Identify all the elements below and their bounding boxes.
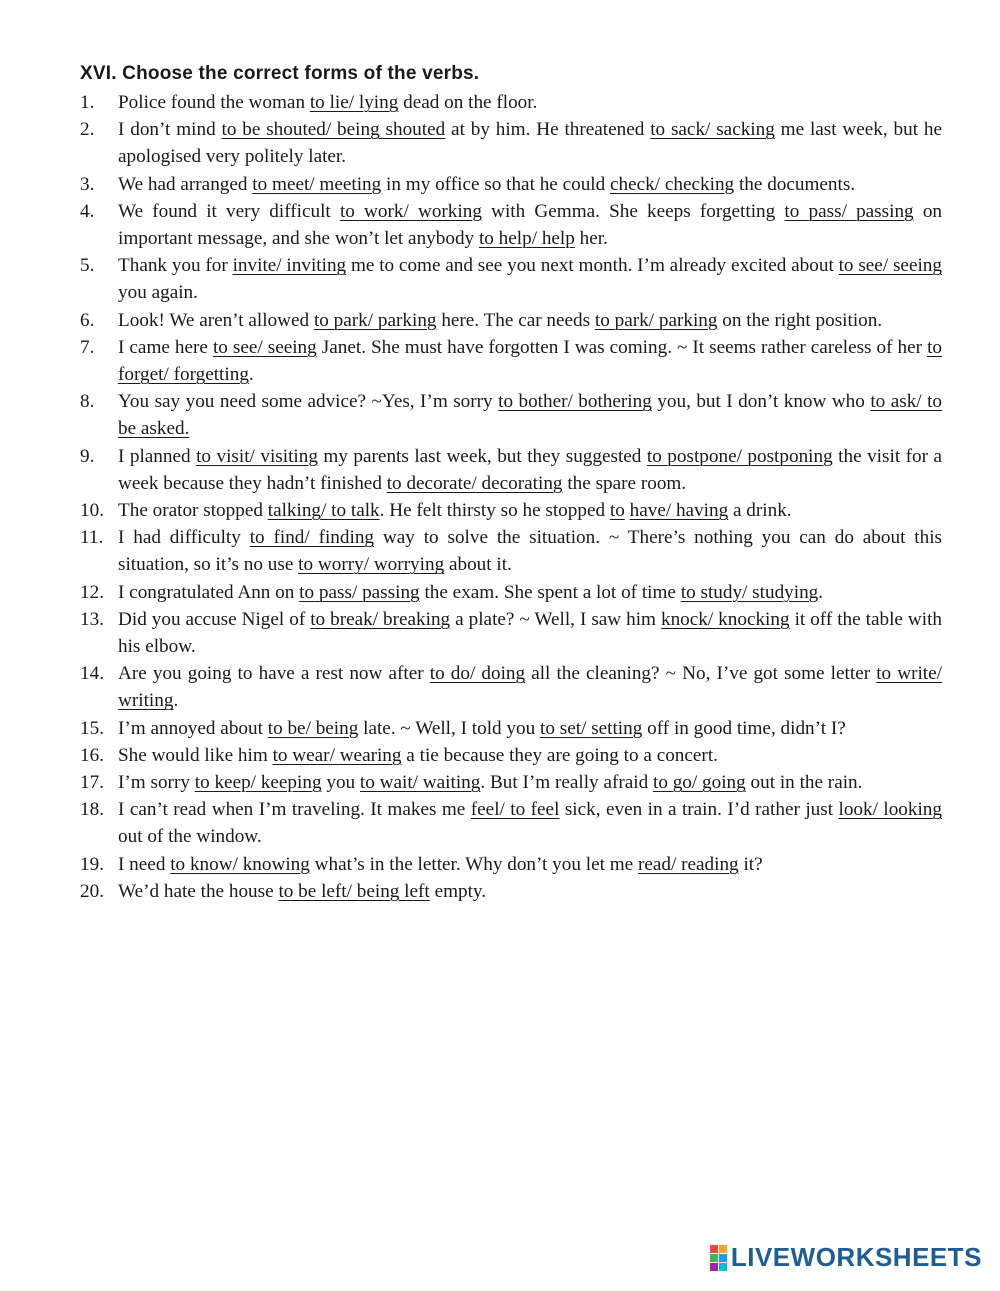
verb-choice[interactable]: to visit/ visiting — [196, 445, 318, 467]
logo-mark-square — [710, 1263, 718, 1271]
sentence-text: . — [248, 364, 254, 386]
sentence-text: . But I’m really afraid — [480, 772, 653, 794]
sentence-text: all the cleaning? ~ No, I’ve got some letter — [525, 663, 877, 685]
sentence-text: it? — [738, 853, 763, 875]
sentence-text: me last week, but he apologised very politely later. — [118, 119, 942, 168]
exercise-list — [80, 89, 942, 905]
sentence-text: a plate? ~ Well, I saw him — [450, 608, 661, 630]
verb-choice[interactable]: to wear/ wearing — [272, 744, 402, 766]
sentence-text: the exam. She spent a lot of time — [419, 581, 681, 603]
sentence-text: about it. — [444, 554, 512, 576]
verb-choice[interactable]: to wait/ waiting — [359, 772, 481, 794]
exercise-item — [80, 769, 942, 796]
sentence-text: Janet. She must have forgotten I was coming. ~ It seems rather careless of her — [316, 336, 928, 358]
sentence-text: . He felt thirsty so he stopped — [379, 500, 610, 522]
exercise-number: 17. — [80, 772, 104, 794]
sentence-text: out in the rain. — [745, 772, 863, 794]
exercise-number: 19. — [80, 853, 104, 875]
liveworksheets-logo-text: LIVEWORKSHEETS — [730, 1242, 982, 1272]
verb-choice[interactable]: to meet/ meeting — [252, 173, 382, 195]
sentence-text: We’d hate the house — [118, 880, 279, 902]
exercise-item — [80, 851, 942, 878]
exercise-number: 7. — [80, 336, 95, 358]
sentence-text: I came here — [118, 336, 213, 358]
verb-choice[interactable]: to go/ going — [652, 772, 746, 794]
verb-choice[interactable]: to work/ working — [339, 200, 482, 222]
verb-choice[interactable]: to forget/ forgetting — [118, 336, 942, 386]
sentence-text: the visit for a week because they hadn’t finished — [118, 445, 942, 494]
sentence-text: me to come and see you next month. I’m already excited about — [346, 255, 839, 277]
exercise-number: 1. — [80, 92, 95, 113]
sentence-text: way to solve the situation. ~ There’s nothing you can do about this situation, so it’s no use — [118, 527, 942, 576]
verb-choice[interactable]: talking/ to talk — [267, 500, 380, 522]
sentence-text: a tie because they are going to a concert. — [401, 744, 718, 766]
verb-choice[interactable]: to pass/ passing — [299, 581, 420, 603]
sentence-text: I congratulated Ann on — [118, 581, 300, 603]
sentence-text: The orator stopped — [118, 500, 268, 522]
sentence-text: . — [818, 581, 824, 603]
verb-choice[interactable]: to keep/ keeping — [194, 772, 322, 794]
sentence-text: I’m sorry — [118, 772, 195, 794]
exercise-number: 20. — [80, 880, 104, 902]
verb-choice[interactable]: check/ checking — [610, 173, 735, 195]
verb-choice[interactable]: have/ having — [629, 500, 729, 522]
sentence-text: I don’t mind — [118, 119, 222, 141]
sentence-text: the documents. — [734, 173, 856, 195]
exercise-number: 10. — [80, 500, 104, 522]
sentence-text: Did you accuse Nigel of — [118, 608, 311, 630]
exercise-number: 6. — [80, 309, 95, 331]
exercise-item — [80, 307, 942, 334]
verb-choice[interactable]: feel/ to feel — [470, 799, 560, 821]
sentence-text: I planned — [118, 445, 197, 467]
logo-mark-square — [710, 1245, 718, 1253]
exercise-item — [80, 89, 942, 116]
sentence-text: on important message, and she won’t let anybody — [118, 200, 943, 250]
sentence-text: my parents last week, but they suggested — [317, 445, 647, 467]
sentence-text: with Gemma. She keeps forgetting — [481, 200, 785, 222]
exercise-number: 5. — [80, 255, 95, 277]
sentence-text: I had difficulty — [118, 527, 250, 549]
verb-choice[interactable]: read/ reading — [637, 853, 739, 875]
exercise-number: 13. — [80, 608, 104, 630]
verb-choice[interactable]: to — [609, 500, 625, 522]
sentence-text: Are you going to have a rest now after — [118, 663, 430, 685]
verb-choice[interactable]: knock/ knocking — [660, 608, 790, 630]
exercise-item — [80, 252, 942, 306]
sentence-text: I’m annoyed about — [118, 717, 268, 739]
sentence-text: on the right position. — [717, 309, 883, 331]
sentence-text: dead on the floor. — [398, 92, 538, 113]
sentence-text: She would like him — [118, 744, 273, 766]
verb-choice[interactable]: to find/ finding — [249, 527, 375, 549]
sentence-text: empty. — [429, 880, 487, 902]
verb-choice[interactable]: to bother/ bothering — [498, 391, 652, 413]
sentence-text: . — [173, 690, 179, 712]
exercise-item — [80, 198, 942, 252]
exercise-number: 15. — [80, 717, 104, 739]
logo-mark-square — [719, 1263, 727, 1271]
verb-choice[interactable]: to study/ studying — [680, 581, 819, 603]
exercise-item — [80, 116, 942, 170]
verb-choice[interactable]: to break/ breaking — [310, 608, 451, 630]
sentence-text: We found it very difficult — [118, 200, 340, 222]
liveworksheets-logo — [710, 1242, 982, 1273]
exercise-number: 11. — [80, 527, 104, 549]
sentence-text: Police found the woman — [118, 92, 310, 113]
verb-choice[interactable]: to park/ parking — [313, 309, 437, 331]
verb-choice[interactable]: to lie/ lying — [309, 92, 399, 113]
exercise-item — [80, 715, 942, 742]
verb-choice[interactable]: to postpone/ postponing — [646, 445, 833, 467]
exercise-item — [80, 171, 942, 198]
exercise-item — [80, 334, 942, 388]
logo-mark-square — [719, 1254, 727, 1262]
verb-choice[interactable]: to help/ help — [478, 228, 575, 250]
exercise-item — [80, 388, 942, 442]
verb-choice[interactable]: to pass/ passing — [784, 200, 914, 222]
sentence-text: Look! We aren’t allowed — [118, 309, 314, 331]
exercise-item — [80, 796, 942, 850]
liveworksheets-logo-icon — [710, 1245, 727, 1271]
exercise-number: 14. — [80, 663, 104, 685]
sentence-text: it off the table with his elbow. — [118, 608, 943, 658]
sentence-text: late. ~ Well, I told you — [358, 717, 540, 739]
sentence-text: her. — [574, 228, 608, 250]
exercise-item — [80, 742, 942, 769]
verb-choice[interactable]: to see/ seeing — [212, 336, 317, 358]
verb-choice[interactable]: to be/ being — [267, 717, 359, 739]
exercise-number: 18. — [80, 799, 104, 821]
sentence-text: you again. — [118, 282, 198, 304]
sentence-text: at by him. He threatened — [445, 119, 651, 141]
verb-choice[interactable]: to see/ seeing — [838, 255, 942, 277]
sentence-text: Thank you for — [118, 255, 233, 277]
sentence-text: here. The car needs — [436, 309, 595, 331]
sentence-text: you, but I don’t know who — [651, 391, 871, 413]
exercise-number: 4. — [80, 200, 95, 222]
verb-choice[interactable]: to be left/ being left — [278, 880, 430, 902]
exercise-item — [80, 606, 942, 660]
sentence-text: I need — [118, 853, 171, 875]
verb-choice[interactable]: to do/ doing — [429, 663, 526, 685]
worksheet — [80, 62, 942, 905]
verb-choice[interactable]: to decorate/ decorating — [386, 472, 563, 494]
logo-mark-square — [710, 1254, 718, 1262]
exercise-number: 12. — [80, 581, 104, 603]
exercise-item — [80, 497, 942, 524]
worksheet-title: XVI. Choose the correct forms of the verbs. — [80, 63, 480, 84]
exercise-item — [80, 660, 942, 714]
verb-choice[interactable]: to ask/ to be asked. — [118, 391, 942, 440]
sentence-text: out of the window. — [118, 826, 262, 848]
verb-choice[interactable]: look/ looking — [838, 799, 942, 821]
sentence-text: what’s in the letter. Why don’t you let me — [309, 853, 638, 875]
verb-choice[interactable]: to know/ knowing — [170, 853, 310, 875]
exercise-item — [80, 579, 942, 606]
exercise-number: 2. — [80, 119, 95, 141]
verb-choice[interactable]: to worry/ worrying — [298, 554, 445, 576]
exercise-number: 3. — [80, 173, 95, 195]
sentence-text: a drink. — [728, 500, 792, 522]
sentence-text: We had arranged — [118, 173, 253, 195]
exercise-item — [80, 878, 942, 905]
verb-choice[interactable]: to be shouted/ being shouted — [221, 119, 446, 141]
sentence-text: the spare room. — [562, 472, 687, 494]
exercise-number: 8. — [80, 391, 95, 413]
sentence-text: you — [321, 772, 360, 794]
sentence-text: You say you need some advice? ~Yes, I’m sorry — [118, 391, 499, 413]
verb-choice[interactable]: to sack/ sacking — [650, 119, 775, 141]
sentence-text: sick, even in a train. I’d rather just — [559, 799, 839, 821]
exercise-number: 16. — [80, 744, 104, 766]
verb-choice[interactable]: to write/ writing — [118, 663, 942, 712]
logo-mark-square — [719, 1245, 727, 1253]
verb-choice[interactable]: to park/ parking — [594, 309, 718, 331]
verb-choice[interactable]: to set/ setting — [540, 717, 643, 739]
exercise-number: 9. — [80, 445, 95, 467]
sentence-text: in my office so that he could — [381, 173, 611, 195]
exercise-item — [80, 524, 942, 578]
sentence-text: I can’t read when I’m traveling. It makes me — [118, 799, 471, 821]
verb-choice[interactable]: invite/ inviting — [232, 255, 347, 277]
sentence-text: off in good time, didn’t I? — [642, 717, 846, 739]
exercise-item — [80, 443, 942, 497]
